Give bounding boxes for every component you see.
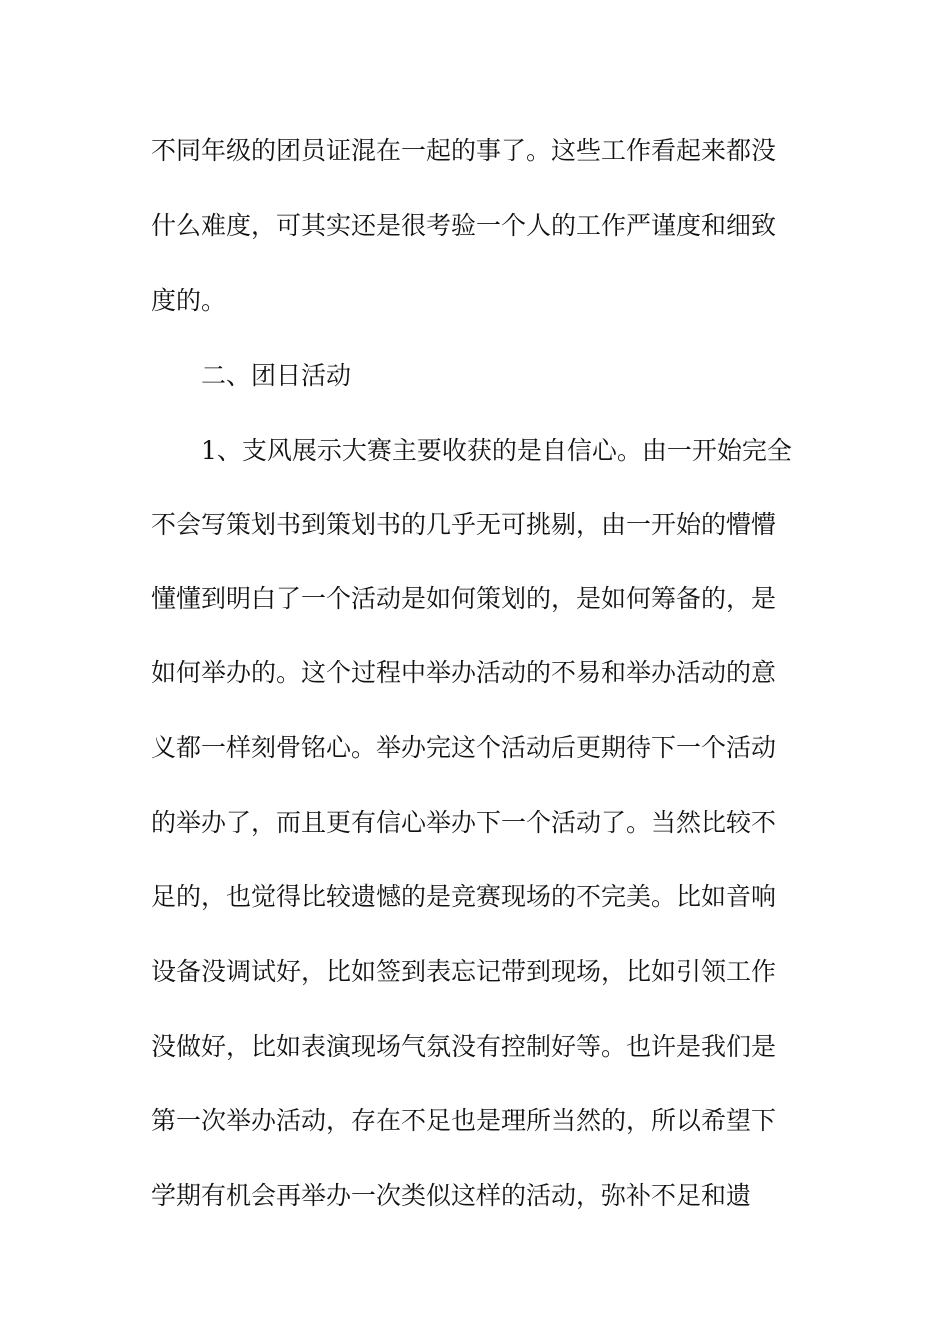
paragraph-line: 足的，也觉得比较遗憾的是竞赛现场的不完美。比如音响 bbox=[151, 882, 777, 911]
paragraph-line: 懂懂到明白了一个活动是如何策划的，是如何筹备的，是 bbox=[151, 584, 777, 613]
paragraph-line: 没做好，比如表演现场气氛没有控制好等。也许是我们是 bbox=[151, 1032, 777, 1061]
paragraph-line: 学期有机会再举办一次类似这样的活动，弥补不足和遗 bbox=[151, 1181, 752, 1210]
paragraph-line: 如何举办的。这个过程中举办活动的不易和举办活动的意 bbox=[151, 658, 777, 687]
paragraph-line: 的举办了，而且更有信心举办下一个活动了。当然比较不 bbox=[151, 808, 777, 837]
paragraph-line: 第一次举办活动，存在不足也是理所当然的，所以希望下 bbox=[151, 1106, 777, 1135]
paragraph-line: 不同年级的团员证混在一起的事了。这些工作看起来都没 bbox=[151, 136, 777, 165]
paragraph-line: 1、支风展示大赛主要收获的是自信心。由一开始完全 bbox=[201, 436, 792, 465]
section-heading: 二、团日活动 bbox=[201, 361, 352, 390]
paragraph-line: 义都一样刻骨铭心。举办完这个活动后更期待下一个活动 bbox=[151, 733, 777, 762]
paragraph-line: 度的。 bbox=[151, 286, 227, 315]
paragraph-line: 什么难度，可其实还是很考验一个人的工作严谨度和细致 bbox=[151, 211, 777, 240]
paragraph-line: 设备没调试好，比如签到表忘记带到现场，比如引领工作 bbox=[151, 957, 777, 986]
paragraph-line: 不会写策划书到策划书的几乎无可挑剔，由一开始的懵懵 bbox=[151, 510, 777, 539]
